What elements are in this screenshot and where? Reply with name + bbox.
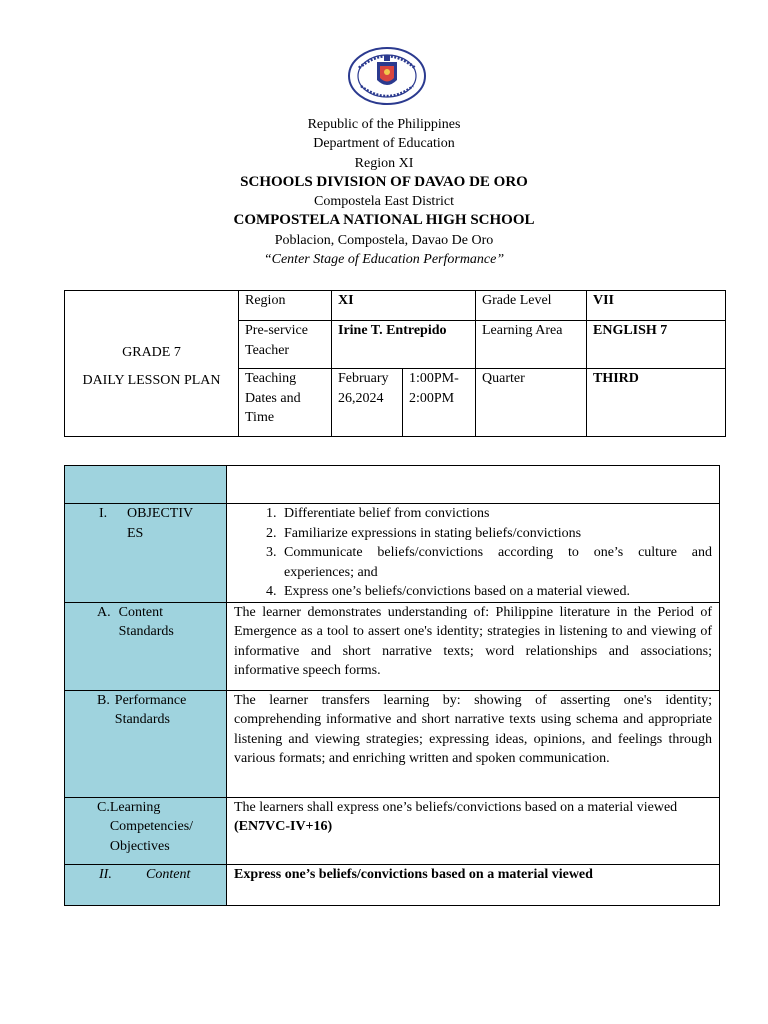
school-address: Poblacion, Compostela, Davao De Oro (274, 232, 494, 248)
objective-item: 3. Communicate beliefs/convictions according to one’s culture and experiences; and (280, 543, 712, 582)
content-standards-label-cell (65, 602, 227, 690)
school-name: COMPOSTELA NATIONAL HIGH SCHOOL (233, 212, 535, 229)
competencies-label-cell (65, 797, 227, 864)
objective-item: 1. Differentiate belief from convictions (280, 504, 712, 524)
district-name: Compostela East District (314, 194, 454, 210)
region-value: XI (332, 291, 476, 321)
division-name: SCHOOLS DIVISION OF DAVAO DE ORO (240, 173, 528, 190)
quarter-value: THIRD (587, 369, 726, 437)
performance-standards-label-cell (65, 690, 227, 797)
learning-area-value: ENGLISH 7 (587, 321, 726, 369)
date-value: February 26,2024 (332, 369, 403, 437)
lesson-info-table (64, 290, 726, 437)
content-standards-label: Content Standards (118, 604, 174, 639)
competencies-number: C. (97, 799, 110, 815)
objectives-cell (227, 504, 720, 603)
competencies-cell (227, 797, 720, 864)
country-name: Republic of the Philippines (307, 117, 461, 132)
plan-title: DAILY LESSON PLAN (82, 372, 221, 388)
deped-seal-icon (347, 46, 427, 106)
content-label-cell (65, 864, 227, 905)
competencies-code: (EN7VC-IV+16) (234, 819, 333, 834)
grade-title: GRADE 7 (122, 344, 181, 360)
plan-title-cell (65, 291, 239, 437)
competencies-label: Learning Competencies/ Objectives (109, 799, 194, 854)
objective-item: 2. Familiarize expressions in stating beliefs/convictions (280, 524, 712, 544)
content-standards-number: A. (97, 604, 111, 620)
teacher-value: Irine T. Entrepido (332, 321, 476, 369)
objectives-list (234, 504, 712, 602)
content-standards-text: The learner demonstrates understanding of: Philippine literature in the Period of Emergence as a tool to assert one's identity; strategies in listening to and viewing of informative and short narrative texts; word relationships and associations; informative speech forms. (227, 602, 720, 690)
grade-level-value: VII (587, 291, 726, 321)
region-label: Region (239, 291, 332, 321)
performance-standards-number: B. (97, 692, 110, 708)
grade-level-label: Grade Level (476, 291, 587, 321)
region-name: Region XI (354, 155, 414, 171)
objective-item: 4. Express one’s beliefs/convictions based on a material viewed. (280, 582, 712, 602)
content-number: II. (99, 866, 112, 882)
lesson-plan-table (64, 465, 720, 906)
letterhead (0, 115, 768, 269)
performance-standards-label: Performance Standards (114, 692, 187, 727)
header-label-cell (65, 466, 227, 504)
department-name: Department of Education (313, 136, 455, 152)
school-motto: “Center Stage of Education Performance” (263, 252, 505, 268)
header-content-cell (227, 466, 720, 504)
time-value: 1:00PM-2:00PM (403, 369, 476, 437)
content-text: Express one’s beliefs/convictions based on a material viewed (227, 864, 720, 905)
objectives-number: I. (99, 506, 108, 521)
performance-standards-text: The learner transfers learning by: showing of asserting one's identity; comprehending informative and short narrative texts using schema and appropriate listening and viewing strategies; expressing ideas, opinions, and feelings through various formats; and enriching written and spoken communication. (227, 690, 720, 797)
objectives-label: OBJECTIV ES (127, 506, 193, 541)
learning-area-label: Learning Area (476, 321, 587, 369)
competencies-text: The learners shall express one’s beliefs/convictions based on a material viewed (234, 799, 678, 815)
objectives-label-cell (65, 504, 227, 603)
dates-label: Teaching Dates and Time (239, 369, 332, 437)
quarter-label: Quarter (476, 369, 587, 437)
content-label: Content (146, 866, 191, 882)
teacher-label: Pre-service Teacher (239, 321, 332, 369)
